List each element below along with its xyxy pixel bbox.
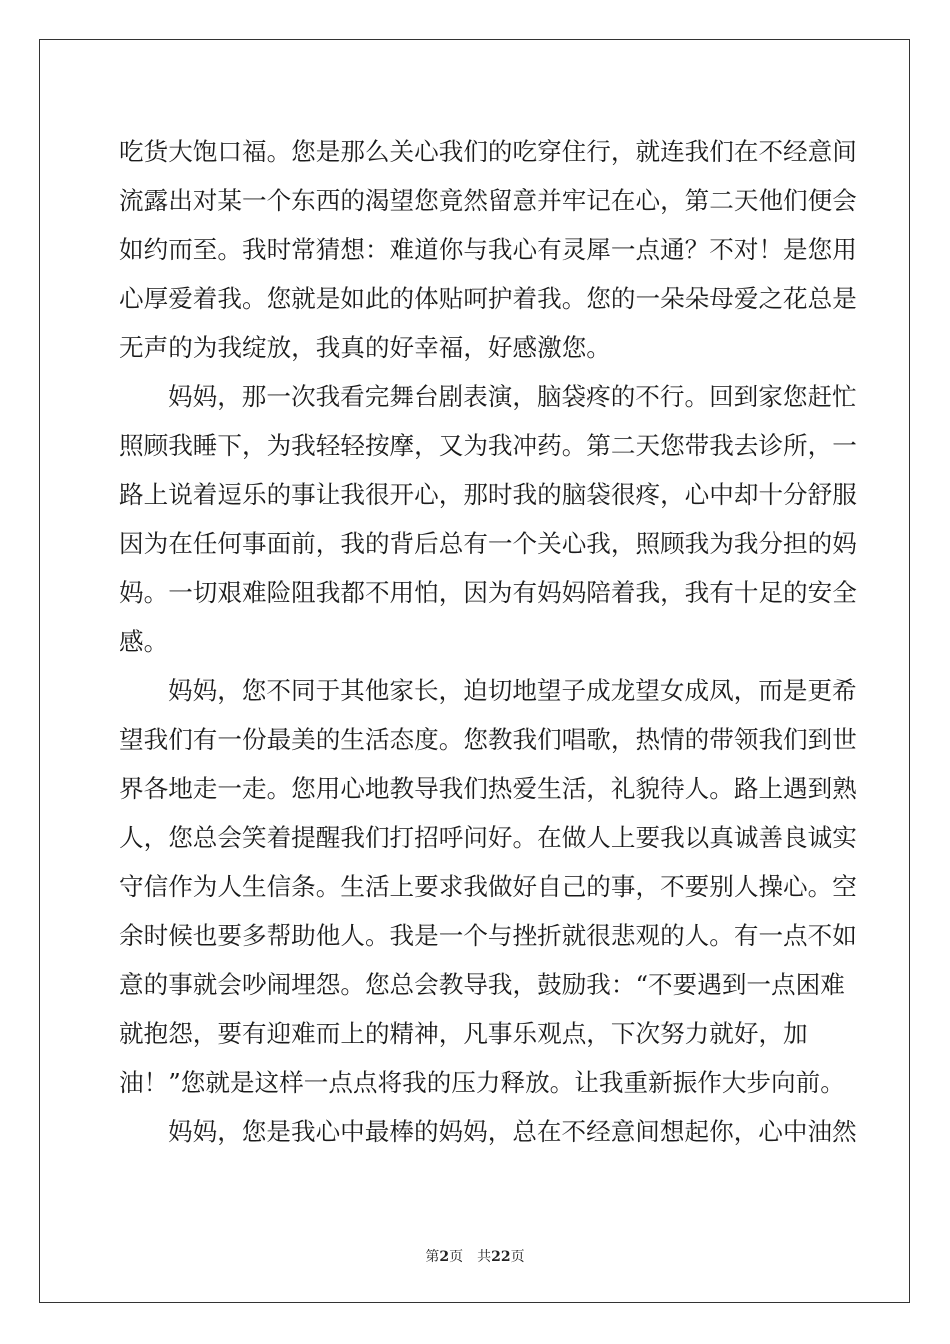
text-line: 就抱怨，要有迎难而上的精神，凡事乐观点，下次努力就好，加 bbox=[119, 1019, 808, 1048]
text-line: 望我们有一份最美的生活态度。您教我们唱歌，热情的带领我们到世 bbox=[119, 725, 857, 754]
current-page-number: 2 bbox=[439, 1249, 450, 1265]
text-line: 如约而至。我时常猜想：难道你与我心有灵犀一点通？不对！是您用 bbox=[119, 235, 857, 264]
text-line: 妈。一切艰难险阻我都不用怕，因为有妈妈陪着我，我有十足的安全 bbox=[119, 578, 857, 607]
text-line: 因为在任何事面前，我的背后总有一个关心我，照顾我为我分担的妈 bbox=[119, 529, 857, 558]
paragraph-start-line: 妈妈，您不同于其他家长，迫切地望子成龙望女成凤，而是更希 bbox=[168, 676, 857, 705]
text-line: 心厚爱着我。您就是如此的体贴呵护着我。您的一朵朵母爱之花总是 bbox=[119, 284, 857, 313]
page-suffix: 页 bbox=[449, 1249, 464, 1265]
text-line: 无声的为我绽放，我真的好幸福，好感激您。 bbox=[119, 333, 611, 362]
paragraph-start-line: 妈妈，您是我心中最棒的妈妈，总在不经意间想起你，心中油然 bbox=[168, 1117, 857, 1146]
total-page-count: 22 bbox=[491, 1249, 511, 1265]
total-prefix: 共 bbox=[477, 1249, 492, 1265]
text-line: 意的事就会吵闹埋怨。您总会教导我，鼓励我：“不要遇到一点困难 bbox=[119, 970, 845, 999]
page-prefix: 第 bbox=[425, 1249, 440, 1265]
paragraph-start-line: 妈妈，那一次我看完舞台剧表演，脑袋疼的不行。回到家您赶忙 bbox=[168, 382, 857, 411]
page-footer bbox=[0, 1246, 950, 1266]
text-line: 油！”您就是这样一点点将我的压力释放。让我重新振作大步向前。 bbox=[119, 1068, 845, 1097]
document-body bbox=[119, 127, 857, 1156]
total-suffix: 页 bbox=[510, 1249, 525, 1265]
text-line: 余时候也要多帮助他人。我是一个与挫折就很悲观的人。有一点不如 bbox=[119, 921, 857, 950]
text-line: 路上说着逗乐的事让我很开心，那时我的脑袋很疼，心中却十分舒服 bbox=[119, 480, 857, 509]
text-line: 照顾我睡下，为我轻轻按摩，又为我冲药。第二天您带我去诊所，一 bbox=[119, 431, 857, 460]
text-line: 人，您总会笑着提醒我们打招呼问好。在做人上要我以真诚善良诚实 bbox=[119, 823, 857, 852]
text-line: 界各地走一走。您用心地教导我们热爱生活，礼貌待人。路上遇到熟 bbox=[119, 774, 857, 803]
text-line: 吃货大饱口福。您是那么关心我们的吃穿住行，就连我们在不经意间 bbox=[119, 137, 857, 166]
text-line: 感。 bbox=[119, 627, 169, 656]
text-line: 守信作为人生信条。生活上要求我做好自己的事，不要别人操心。空 bbox=[119, 872, 857, 901]
text-line: 流露出对某一个东西的渴望您竟然留意并牢记在心，第二天他们便会 bbox=[119, 186, 857, 215]
